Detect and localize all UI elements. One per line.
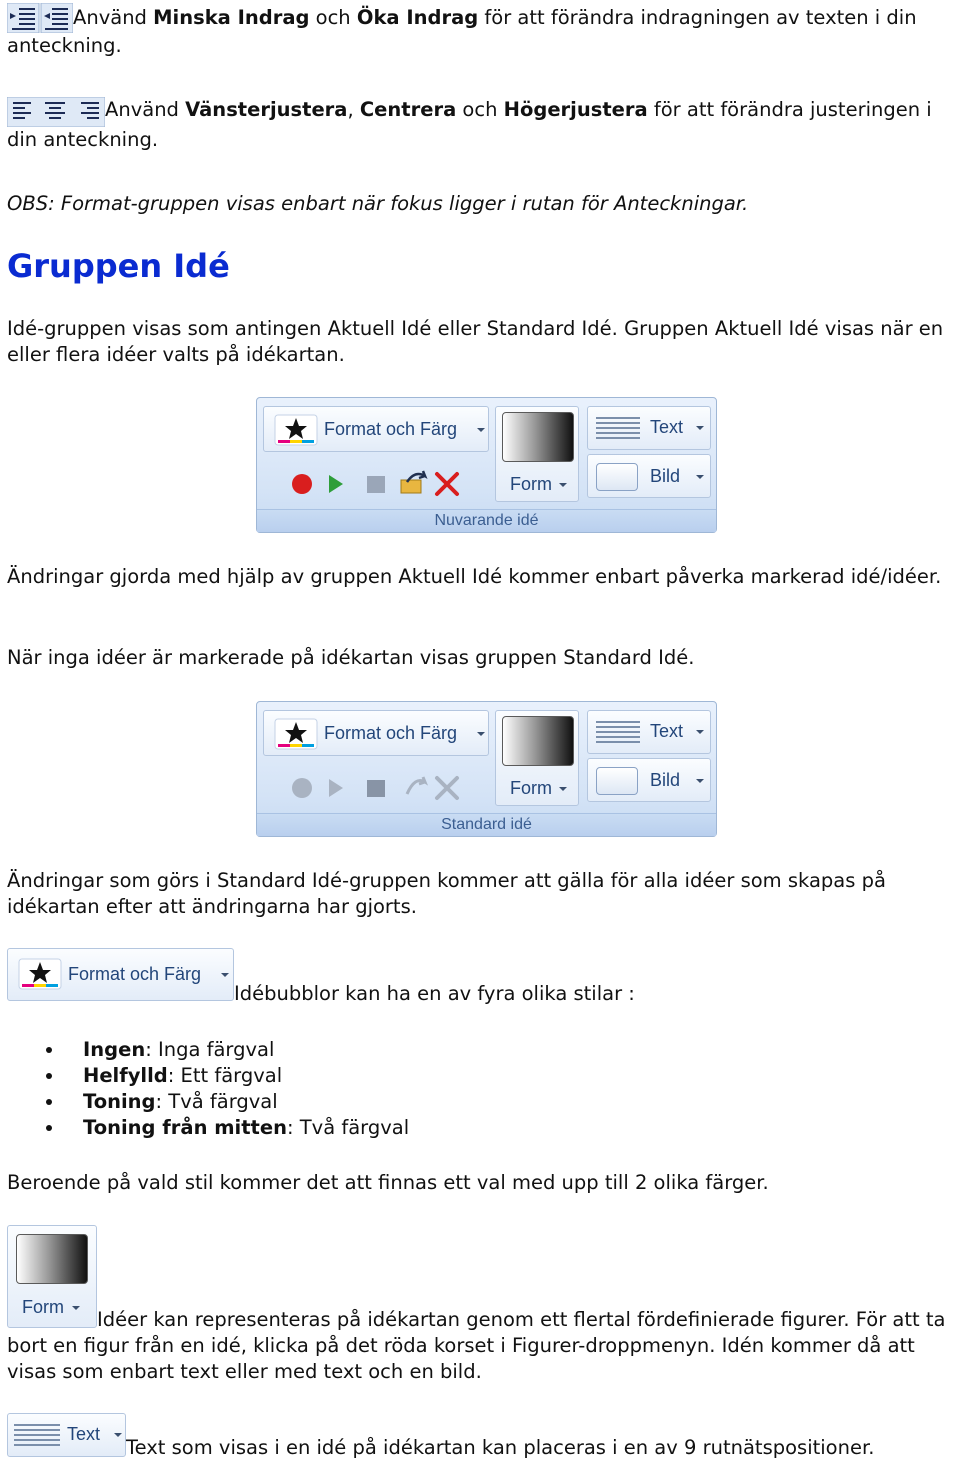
star-icon [18, 958, 62, 990]
paragraph-bubble-styles: Idébubblor kan ha en av fyra olika stilar : [234, 982, 635, 1005]
group-caption: Nuvarande idé [257, 509, 716, 532]
image-button[interactable]: Bild [587, 454, 711, 498]
redo-icon [407, 777, 425, 794]
align-left-center-right-icon [7, 97, 105, 127]
dropdown-arrow-icon [559, 483, 567, 487]
paragraph-standard-shown: När inga idéer är markerade på idékartan visas gruppen Standard Idé. [7, 646, 695, 669]
dropdown-arrow-icon [477, 428, 485, 432]
text-lines-icon [596, 721, 640, 746]
paragraph-color-options: Beroende på vald stil kommer det att finnas ett val med upp till 2 olika färger. [7, 1171, 769, 1194]
paragraph-current-changes: Ändringar gjorda med hjälp av gruppen Aktuell Idé kommer enbart påverka markerad idé/idéer. [7, 565, 942, 588]
play-icon[interactable] [329, 475, 343, 493]
dropdown-arrow-icon [559, 787, 567, 791]
paragraph-ide-group: Idé-gruppen visas som antingen Aktuell Idé eller Standard Idé. Gruppen Aktuell Idé visas när en eller flera idéer valts på idékartan. [7, 317, 944, 366]
format-color-button[interactable]: Format och Färg [263, 710, 489, 756]
ribbon-group-standard-idea [256, 701, 717, 837]
obs-note: OBS: Format-gruppen visas enbart när fokus ligger i rutan för Anteckningar. [7, 192, 749, 215]
dropdown-arrow-icon [696, 426, 704, 430]
dropdown-arrow-icon [696, 730, 704, 734]
paragraph-text-grid: Text som visas i en idé på idékartan kan placeras i en av 9 rutnätspositioner. [126, 1436, 875, 1459]
list-item: Toning: Två färgval [40, 1089, 409, 1115]
list-item: Ingen: Inga färgval [40, 1037, 409, 1063]
gradient-shape-icon [16, 1234, 88, 1284]
format-color-button-standalone[interactable]: Format och Färg [7, 948, 234, 1001]
dropdown-arrow-icon [696, 779, 704, 783]
record-icon[interactable] [292, 474, 312, 494]
text-lines-icon [14, 1424, 60, 1449]
section-heading: Gruppen Idé [7, 247, 230, 285]
align-paragraph: Använd Vänsterjustera, Centrera och Högerjustera för att förändra justeringen i din anteckning. [7, 98, 932, 151]
form-button[interactable]: Form [495, 406, 579, 502]
record-icon [292, 778, 312, 798]
dropdown-arrow-icon [114, 1433, 122, 1437]
paragraph-shapes: Idéer kan representeras på idékartan genom ett flertal fördefinierade figurer. För att ta bort en figur från en idé, klicka på det röda korset i Figurer-droppmenyn. Idén kommer då att visas som enbart text eller med text och en bild. [7, 1308, 946, 1383]
style-list [40, 1037, 409, 1141]
dropdown-arrow-icon [477, 732, 485, 736]
text-button[interactable]: Text [587, 406, 711, 450]
indent-paragraph: Använd Minska Indrag och Öka Indrag för att förändra indragningen av texten i din anteckning. [7, 5, 956, 59]
dropdown-arrow-icon [696, 475, 704, 479]
text-button-standalone[interactable]: Text [7, 1413, 126, 1457]
ribbon-group-current-idea [256, 397, 717, 533]
format-color-button[interactable]: Format och Färg [263, 406, 489, 452]
delete-x-icon [437, 778, 457, 798]
star-icon [274, 414, 318, 446]
delete-x-icon[interactable] [437, 474, 457, 494]
text-button[interactable]: Text [587, 710, 711, 754]
stop-icon [367, 780, 385, 797]
paragraph-standard-changes: Ändringar som görs i Standard Idé-gruppen kommer att gälla för alla idéer som skapas på idékartan efter att ändringarna har gjorts. [7, 869, 886, 918]
shape-action-row-disabled [277, 772, 477, 807]
gradient-shape-icon [502, 716, 574, 766]
dropdown-arrow-icon [221, 973, 229, 977]
text-lines-icon [596, 417, 640, 442]
decrease-indent-icon [7, 3, 73, 33]
shape-action-row [277, 468, 477, 503]
image-frame-icon [596, 463, 638, 491]
group-caption: Standard idé [257, 813, 716, 836]
form-button-standalone[interactable]: Form [7, 1225, 97, 1328]
form-button[interactable]: Form [495, 710, 579, 806]
redo-folder-icon[interactable] [401, 471, 425, 493]
list-item: Toning från mitten: Två färgval [40, 1115, 409, 1141]
play-icon [329, 779, 343, 797]
image-frame-icon [596, 767, 638, 795]
stop-icon[interactable] [367, 476, 385, 493]
gradient-shape-icon [502, 412, 574, 462]
star-icon [274, 718, 318, 750]
image-button[interactable]: Bild [587, 758, 711, 802]
list-item: Helfylld: Ett färgval [40, 1063, 409, 1089]
